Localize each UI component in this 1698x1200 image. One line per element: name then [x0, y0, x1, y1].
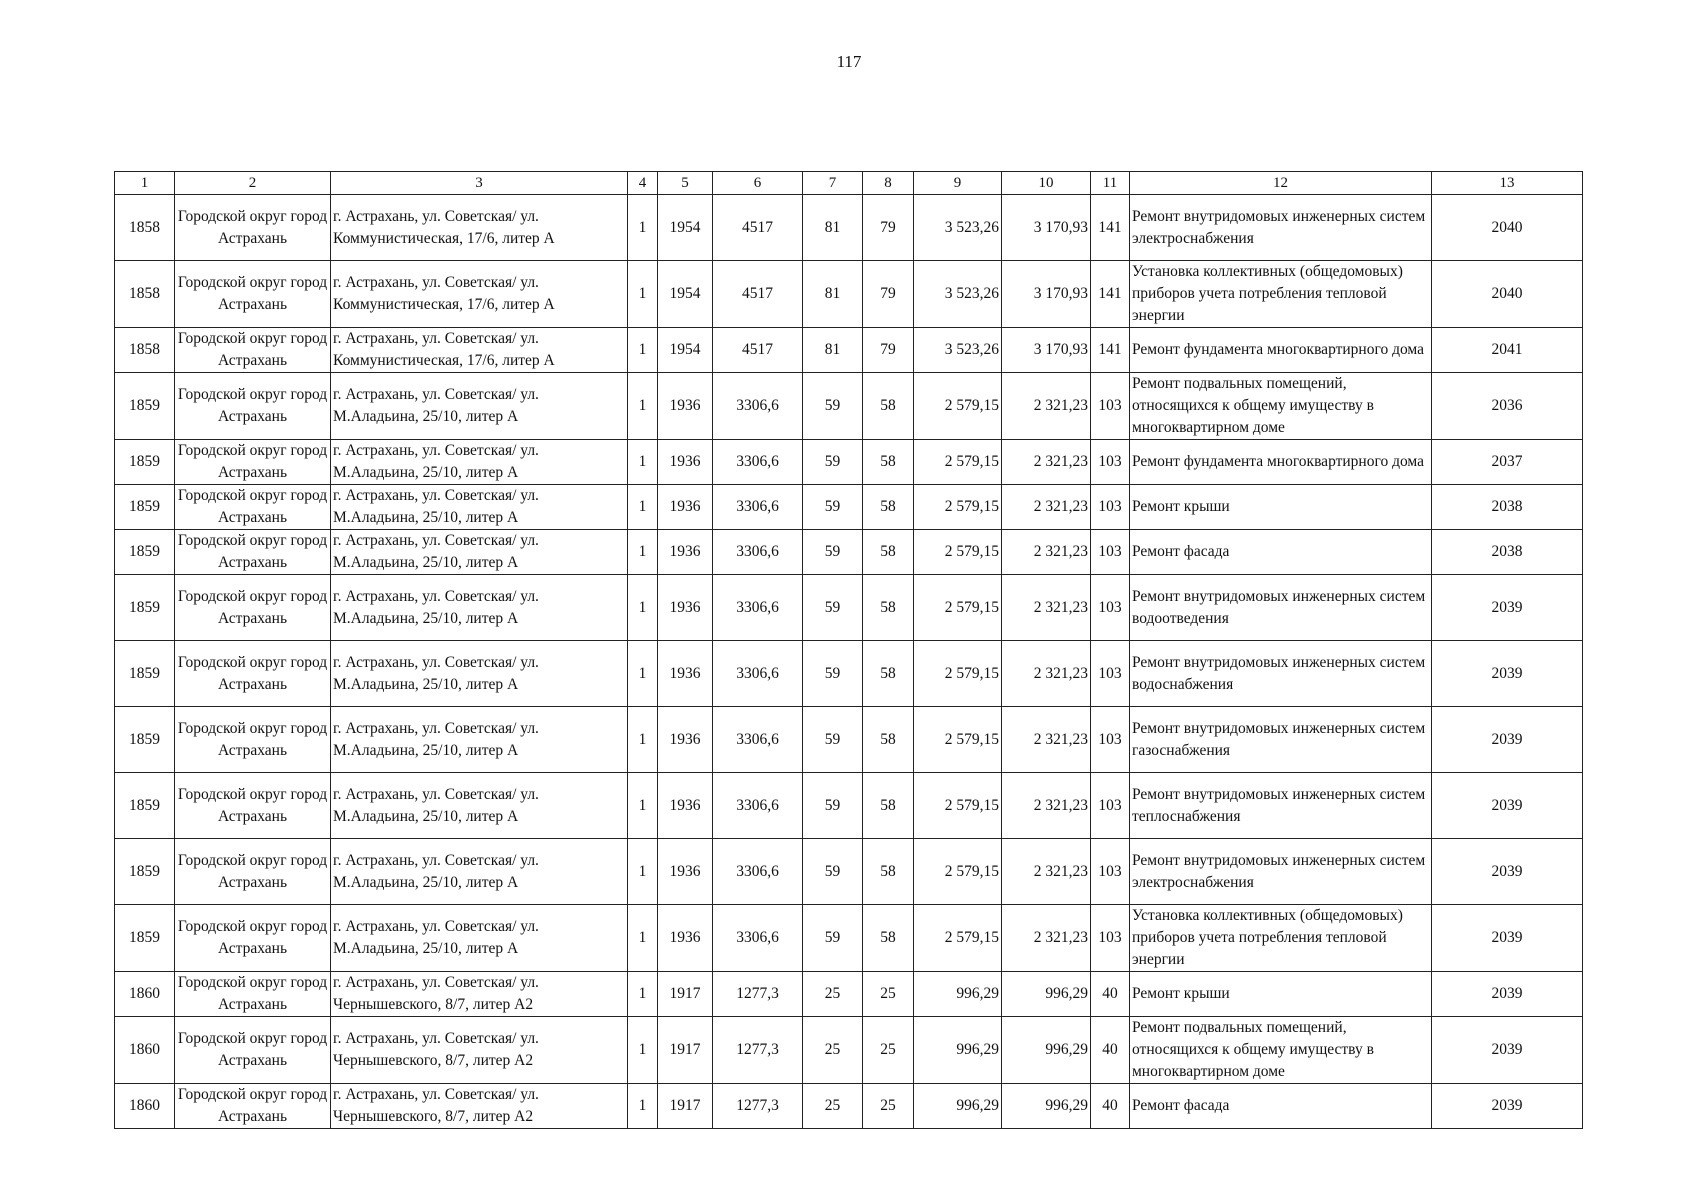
residents-cell: 103 [1091, 773, 1130, 839]
private-area-cell: 2 321,23 [1002, 839, 1091, 905]
year-built-cell: 1936 [658, 373, 713, 440]
work-type-cell: Ремонт фасада [1130, 530, 1432, 575]
planned-year-cell: 2037 [1432, 440, 1583, 485]
entrances-cell: 1 [628, 530, 658, 575]
work-type-cell: Ремонт подвальных помещений, относящихся к общему имуществу в многоквартирном доме [1130, 1017, 1432, 1084]
residential-premises-cell: 58 [863, 773, 914, 839]
year-built-cell: 1954 [658, 195, 713, 261]
district-cell: Городской округ город Астрахань [175, 905, 331, 972]
residents-cell: 103 [1091, 905, 1130, 972]
address-cell: г. Астрахань, ул. Советская/ ул. Коммунистическая, 17/6, литер А [331, 328, 628, 373]
capital-repair-table [114, 171, 1583, 1129]
entrances-cell: 1 [628, 440, 658, 485]
entrances-cell: 1 [628, 485, 658, 530]
living-area-cell: 2 579,15 [914, 641, 1002, 707]
planned-year-cell: 2039 [1432, 972, 1583, 1017]
work-type-cell: Ремонт фасада [1130, 1084, 1432, 1129]
entrances-cell: 1 [628, 1084, 658, 1129]
residents-cell: 103 [1091, 839, 1130, 905]
total-area-cell: 4517 [713, 195, 803, 261]
apartments-cell: 59 [803, 839, 863, 905]
total-area-cell: 3306,6 [713, 641, 803, 707]
residents-cell: 141 [1091, 328, 1130, 373]
total-area-cell: 1277,3 [713, 972, 803, 1017]
apartments-cell: 59 [803, 641, 863, 707]
private-area-cell: 2 321,23 [1002, 773, 1091, 839]
row-number-cell: 1860 [115, 972, 175, 1017]
entrances-cell: 1 [628, 905, 658, 972]
private-area-cell: 2 321,23 [1002, 905, 1091, 972]
living-area-cell: 3 523,26 [914, 328, 1002, 373]
work-type-cell: Ремонт внутридомовых инженерных систем электроснабжения [1130, 839, 1432, 905]
private-area-cell: 3 170,93 [1002, 195, 1091, 261]
table-row [115, 261, 1583, 328]
residential-premises-cell: 25 [863, 1017, 914, 1084]
residents-cell: 40 [1091, 1017, 1130, 1084]
living-area-cell: 3 523,26 [914, 261, 1002, 328]
address-cell: г. Астрахань, ул. Советская/ ул. М.Аладьина, 25/10, литер А [331, 707, 628, 773]
private-area-cell: 3 170,93 [1002, 328, 1091, 373]
residential-premises-cell: 58 [863, 575, 914, 641]
residents-cell: 103 [1091, 440, 1130, 485]
year-built-cell: 1936 [658, 905, 713, 972]
total-area-cell: 3306,6 [713, 905, 803, 972]
living-area-cell: 2 579,15 [914, 440, 1002, 485]
row-number-cell: 1859 [115, 707, 175, 773]
apartments-cell: 59 [803, 373, 863, 440]
planned-year-cell: 2039 [1432, 839, 1583, 905]
address-cell: г. Астрахань, ул. Советская/ ул. М.Аладьина, 25/10, литер А [331, 839, 628, 905]
column-header: 10 [1002, 172, 1091, 195]
entrances-cell: 1 [628, 972, 658, 1017]
table-row [115, 905, 1583, 972]
total-area-cell: 3306,6 [713, 485, 803, 530]
table-row [115, 641, 1583, 707]
row-number-cell: 1858 [115, 195, 175, 261]
column-header: 6 [713, 172, 803, 195]
address-cell: г. Астрахань, ул. Советская/ ул. М.Аладьина, 25/10, литер А [331, 905, 628, 972]
district-cell: Городской округ город Астрахань [175, 1084, 331, 1129]
work-type-cell: Ремонт внутридомовых инженерных систем водоснабжения [1130, 641, 1432, 707]
private-area-cell: 2 321,23 [1002, 707, 1091, 773]
entrances-cell: 1 [628, 328, 658, 373]
work-type-cell: Установка коллективных (общедомовых) приборов учета потребления тепловой энергии [1130, 905, 1432, 972]
table-row [115, 575, 1583, 641]
total-area-cell: 3306,6 [713, 373, 803, 440]
row-number-cell: 1859 [115, 530, 175, 575]
table-row [115, 1017, 1583, 1084]
apartments-cell: 59 [803, 773, 863, 839]
residential-premises-cell: 58 [863, 707, 914, 773]
planned-year-cell: 2040 [1432, 195, 1583, 261]
work-type-cell: Ремонт подвальных помещений, относящихся к общему имуществу в многоквартирном доме [1130, 373, 1432, 440]
living-area-cell: 2 579,15 [914, 575, 1002, 641]
row-number-cell: 1859 [115, 839, 175, 905]
planned-year-cell: 2036 [1432, 373, 1583, 440]
table-row [115, 328, 1583, 373]
entrances-cell: 1 [628, 641, 658, 707]
residents-cell: 103 [1091, 575, 1130, 641]
column-header: 5 [658, 172, 713, 195]
column-header: 11 [1091, 172, 1130, 195]
living-area-cell: 996,29 [914, 1084, 1002, 1129]
district-cell: Городской округ город Астрахань [175, 575, 331, 641]
year-built-cell: 1917 [658, 1017, 713, 1084]
apartments-cell: 59 [803, 707, 863, 773]
district-cell: Городской округ город Астрахань [175, 839, 331, 905]
residents-cell: 40 [1091, 972, 1130, 1017]
table-row [115, 972, 1583, 1017]
living-area-cell: 2 579,15 [914, 530, 1002, 575]
apartments-cell: 59 [803, 530, 863, 575]
living-area-cell: 2 579,15 [914, 373, 1002, 440]
apartments-cell: 59 [803, 575, 863, 641]
table-row [115, 195, 1583, 261]
column-header: 9 [914, 172, 1002, 195]
planned-year-cell: 2041 [1432, 328, 1583, 373]
work-type-cell: Ремонт внутридомовых инженерных систем газоснабжения [1130, 707, 1432, 773]
row-number-cell: 1859 [115, 440, 175, 485]
address-cell: г. Астрахань, ул. Советская/ ул. М.Аладьина, 25/10, литер А [331, 530, 628, 575]
address-cell: г. Астрахань, ул. Советская/ ул. М.Аладьина, 25/10, литер А [331, 773, 628, 839]
year-built-cell: 1936 [658, 707, 713, 773]
entrances-cell: 1 [628, 839, 658, 905]
year-built-cell: 1917 [658, 1084, 713, 1129]
total-area-cell: 3306,6 [713, 575, 803, 641]
year-built-cell: 1936 [658, 773, 713, 839]
address-cell: г. Астрахань, ул. Советская/ ул. Чернышевского, 8/7, литер А2 [331, 1084, 628, 1129]
district-cell: Городской округ город Астрахань [175, 440, 331, 485]
residents-cell: 103 [1091, 641, 1130, 707]
entrances-cell: 1 [628, 575, 658, 641]
year-built-cell: 1936 [658, 641, 713, 707]
work-type-cell: Ремонт крыши [1130, 972, 1432, 1017]
residential-premises-cell: 79 [863, 328, 914, 373]
living-area-cell: 2 579,15 [914, 485, 1002, 530]
table-row [115, 773, 1583, 839]
work-type-cell: Ремонт внутридомовых инженерных систем теплоснабжения [1130, 773, 1432, 839]
address-cell: г. Астрахань, ул. Советская/ ул. М.Аладьина, 25/10, литер А [331, 641, 628, 707]
private-area-cell: 996,29 [1002, 1084, 1091, 1129]
living-area-cell: 2 579,15 [914, 905, 1002, 972]
page-number: 117 [836, 52, 862, 71]
residential-premises-cell: 58 [863, 641, 914, 707]
total-area-cell: 3306,6 [713, 440, 803, 485]
address-cell: г. Астрахань, ул. Советская/ ул. Чернышевского, 8/7, литер А2 [331, 972, 628, 1017]
table-row [115, 373, 1583, 440]
private-area-cell: 996,29 [1002, 972, 1091, 1017]
address-cell: г. Астрахань, ул. Советская/ ул. Коммунистическая, 17/6, литер А [331, 195, 628, 261]
residents-cell: 103 [1091, 707, 1130, 773]
entrances-cell: 1 [628, 195, 658, 261]
district-cell: Городской округ город Астрахань [175, 530, 331, 575]
residential-premises-cell: 79 [863, 195, 914, 261]
work-type-cell: Установка коллективных (общедомовых) приборов учета потребления тепловой энергии [1130, 261, 1432, 328]
apartments-cell: 25 [803, 1017, 863, 1084]
address-cell: г. Астрахань, ул. Советская/ ул. Чернышевского, 8/7, литер А2 [331, 1017, 628, 1084]
work-type-cell: Ремонт внутридомовых инженерных систем электроснабжения [1130, 195, 1432, 261]
table-body [115, 195, 1583, 1129]
total-area-cell: 1277,3 [713, 1084, 803, 1129]
table-row [115, 485, 1583, 530]
residential-premises-cell: 58 [863, 440, 914, 485]
year-built-cell: 1936 [658, 575, 713, 641]
row-number-cell: 1860 [115, 1084, 175, 1129]
apartments-cell: 59 [803, 485, 863, 530]
work-type-cell: Ремонт фундамента многоквартирного дома [1130, 440, 1432, 485]
residents-cell: 103 [1091, 373, 1130, 440]
entrances-cell: 1 [628, 707, 658, 773]
row-number-cell: 1859 [115, 373, 175, 440]
address-cell: г. Астрахань, ул. Советская/ ул. М.Аладьина, 25/10, литер А [331, 373, 628, 440]
residents-cell: 103 [1091, 530, 1130, 575]
district-cell: Городской округ город Астрахань [175, 485, 331, 530]
apartments-cell: 81 [803, 195, 863, 261]
total-area-cell: 3306,6 [713, 839, 803, 905]
district-cell: Городской округ город Астрахань [175, 972, 331, 1017]
table-row [115, 530, 1583, 575]
residential-premises-cell: 25 [863, 1084, 914, 1129]
residential-premises-cell: 58 [863, 839, 914, 905]
total-area-cell: 1277,3 [713, 1017, 803, 1084]
work-type-cell: Ремонт внутридомовых инженерных систем водоотведения [1130, 575, 1432, 641]
apartments-cell: 81 [803, 328, 863, 373]
district-cell: Городской округ город Астрахань [175, 707, 331, 773]
private-area-cell: 2 321,23 [1002, 373, 1091, 440]
entrances-cell: 1 [628, 1017, 658, 1084]
planned-year-cell: 2039 [1432, 707, 1583, 773]
apartments-cell: 59 [803, 905, 863, 972]
row-number-cell: 1860 [115, 1017, 175, 1084]
planned-year-cell: 2038 [1432, 530, 1583, 575]
apartments-cell: 25 [803, 972, 863, 1017]
planned-year-cell: 2039 [1432, 905, 1583, 972]
column-header: 3 [331, 172, 628, 195]
year-built-cell: 1936 [658, 440, 713, 485]
residential-premises-cell: 58 [863, 530, 914, 575]
column-number-row [115, 172, 1583, 195]
planned-year-cell: 2039 [1432, 1017, 1583, 1084]
year-built-cell: 1954 [658, 261, 713, 328]
residents-cell: 141 [1091, 261, 1130, 328]
year-built-cell: 1936 [658, 485, 713, 530]
living-area-cell: 3 523,26 [914, 195, 1002, 261]
residential-premises-cell: 58 [863, 373, 914, 440]
district-cell: Городской округ город Астрахань [175, 373, 331, 440]
entrances-cell: 1 [628, 373, 658, 440]
table-row [115, 440, 1583, 485]
row-number-cell: 1859 [115, 641, 175, 707]
table-row [115, 707, 1583, 773]
planned-year-cell: 2039 [1432, 641, 1583, 707]
apartments-cell: 59 [803, 440, 863, 485]
residential-premises-cell: 58 [863, 485, 914, 530]
private-area-cell: 2 321,23 [1002, 641, 1091, 707]
year-built-cell: 1936 [658, 530, 713, 575]
district-cell: Городской округ город Астрахань [175, 328, 331, 373]
row-number-cell: 1859 [115, 575, 175, 641]
living-area-cell: 996,29 [914, 1017, 1002, 1084]
year-built-cell: 1954 [658, 328, 713, 373]
private-area-cell: 2 321,23 [1002, 575, 1091, 641]
address-cell: г. Астрахань, ул. Советская/ ул. Коммунистическая, 17/6, литер А [331, 261, 628, 328]
apartments-cell: 81 [803, 261, 863, 328]
living-area-cell: 2 579,15 [914, 707, 1002, 773]
row-number-cell: 1859 [115, 905, 175, 972]
residential-premises-cell: 25 [863, 972, 914, 1017]
column-header: 12 [1130, 172, 1432, 195]
entrances-cell: 1 [628, 261, 658, 328]
row-number-cell: 1859 [115, 773, 175, 839]
year-built-cell: 1917 [658, 972, 713, 1017]
row-number-cell: 1858 [115, 261, 175, 328]
total-area-cell: 4517 [713, 261, 803, 328]
work-type-cell: Ремонт фундамента многоквартирного дома [1130, 328, 1432, 373]
private-area-cell: 2 321,23 [1002, 440, 1091, 485]
district-cell: Городской округ город Астрахань [175, 1017, 331, 1084]
residents-cell: 103 [1091, 485, 1130, 530]
column-header: 1 [115, 172, 175, 195]
entrances-cell: 1 [628, 773, 658, 839]
district-cell: Городской округ город Астрахань [175, 261, 331, 328]
address-cell: г. Астрахань, ул. Советская/ ул. М.Аладьина, 25/10, литер А [331, 575, 628, 641]
private-area-cell: 2 321,23 [1002, 530, 1091, 575]
private-area-cell: 2 321,23 [1002, 485, 1091, 530]
planned-year-cell: 2039 [1432, 575, 1583, 641]
living-area-cell: 2 579,15 [914, 773, 1002, 839]
row-number-cell: 1858 [115, 328, 175, 373]
address-cell: г. Астрахань, ул. Советская/ ул. М.Аладьина, 25/10, литер А [331, 440, 628, 485]
residential-premises-cell: 79 [863, 261, 914, 328]
planned-year-cell: 2039 [1432, 1084, 1583, 1129]
apartments-cell: 25 [803, 1084, 863, 1129]
residents-cell: 40 [1091, 1084, 1130, 1129]
planned-year-cell: 2038 [1432, 485, 1583, 530]
table-row [115, 1084, 1583, 1129]
living-area-cell: 996,29 [914, 972, 1002, 1017]
column-header: 13 [1432, 172, 1583, 195]
row-number-cell: 1859 [115, 485, 175, 530]
total-area-cell: 4517 [713, 328, 803, 373]
residents-cell: 141 [1091, 195, 1130, 261]
column-header: 4 [628, 172, 658, 195]
living-area-cell: 2 579,15 [914, 839, 1002, 905]
table-row [115, 839, 1583, 905]
district-cell: Городской округ город Астрахань [175, 641, 331, 707]
planned-year-cell: 2040 [1432, 261, 1583, 328]
district-cell: Городской округ город Астрахань [175, 195, 331, 261]
total-area-cell: 3306,6 [713, 530, 803, 575]
district-cell: Городской округ город Астрахань [175, 773, 331, 839]
private-area-cell: 996,29 [1002, 1017, 1091, 1084]
year-built-cell: 1936 [658, 839, 713, 905]
column-header: 2 [175, 172, 331, 195]
total-area-cell: 3306,6 [713, 707, 803, 773]
private-area-cell: 3 170,93 [1002, 261, 1091, 328]
work-type-cell: Ремонт крыши [1130, 485, 1432, 530]
planned-year-cell: 2039 [1432, 773, 1583, 839]
total-area-cell: 3306,6 [713, 773, 803, 839]
column-header: 7 [803, 172, 863, 195]
column-header: 8 [863, 172, 914, 195]
address-cell: г. Астрахань, ул. Советская/ ул. М.Аладьина, 25/10, литер А [331, 485, 628, 530]
residential-premises-cell: 58 [863, 905, 914, 972]
